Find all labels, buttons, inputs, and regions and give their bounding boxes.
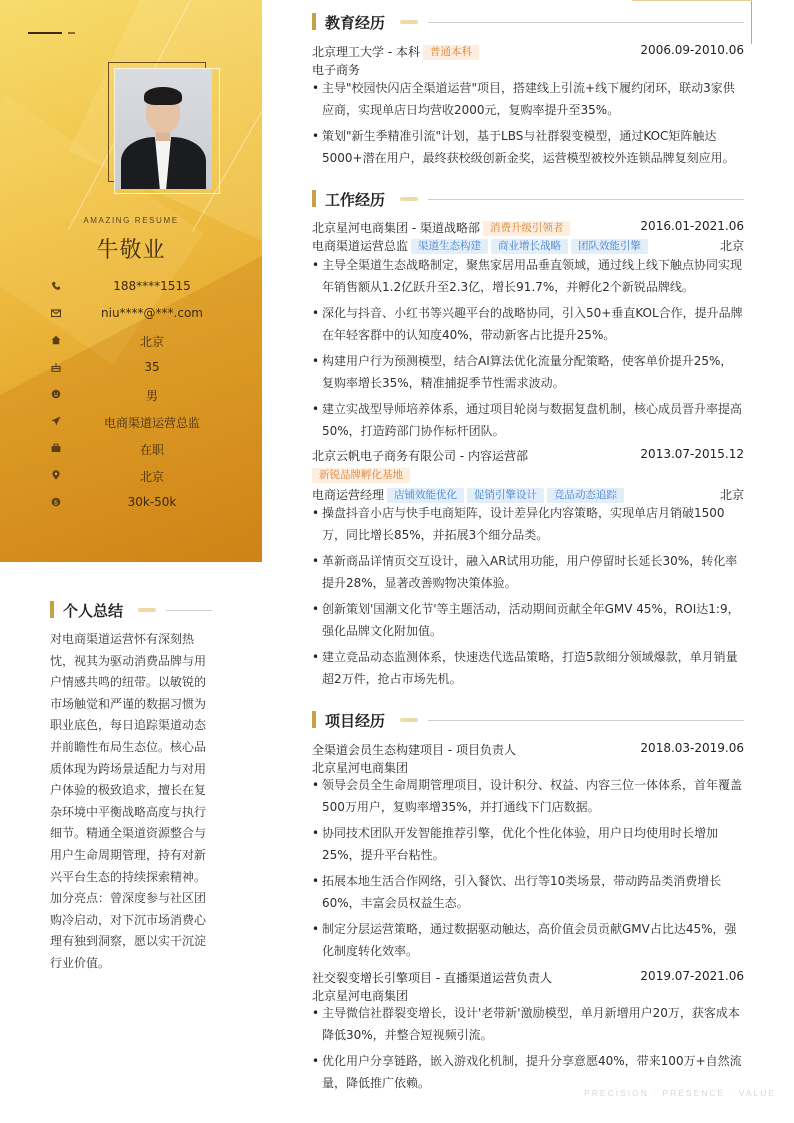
list-item: • 深化与抖音、小红书等兴趣平台的战略协同，引入50+垂直KOL合作，提升品牌在年轻客群中的认知度40%，带动新客占比提升25%。 <box>312 302 744 346</box>
salary-text: 30k-50k <box>127 495 177 509</box>
skill-tag: 竞品动态追踪 <box>547 488 624 503</box>
phone-text: 188****1515 <box>113 279 191 293</box>
heading-accent-bar <box>312 711 316 728</box>
job-role: 电商运营经理 <box>312 488 385 502</box>
list-item: • 创新策划'国潮文化节'等主题活动，活动期间贡献全年GMV 45%，ROI达1:9，强化品牌文化附加值。 <box>312 598 744 642</box>
candidate-name: 牛敬业 <box>96 238 166 263</box>
list-item: • 策划"新生季精准引流"计划，基于LBS与社群裂变模型，通过KOC矩阵触达5000+潜在用户，最终获校级创新金奖，运营模型被校外连锁品牌复刻应用。 <box>312 125 744 169</box>
work-title: 工作经历 <box>325 191 386 209</box>
list-item: • 优化用户分享链路，嵌入游戏化机制，提升分享意愿40%，带来100万+自然流量，降低推广依赖。 <box>312 1050 744 1094</box>
heading-pill <box>400 197 418 201</box>
job-date: 2013.07-2015.12 <box>640 447 744 461</box>
location-text: 北京 <box>139 470 164 484</box>
decor-bar <box>68 32 75 34</box>
education-heading <box>312 12 744 32</box>
project-name-line <box>312 740 744 757</box>
footer-watermark: PRECISION · PRESENCE · VALUE <box>584 1088 776 1098</box>
summary-heading <box>50 600 220 620</box>
heading-divider <box>166 610 212 611</box>
resume-tagline: AMAZING RESUME <box>83 216 179 225</box>
email-icon <box>50 308 62 320</box>
project-org-line <box>312 986 744 1003</box>
list-item: • 主导"校园快闪店全渠道运营"项目，搭建线上引流+线下履约闭环，联动3家供应商，实现单店日均营收2000元，复购率提升至35%。 <box>312 77 744 121</box>
skill-tag: 团队效能引擎 <box>571 239 648 254</box>
list-item: • 主导全渠道生态战略制定，聚焦家居用品垂直领域，通过线上线下触点协同实现年销售额从1.2亿跃升至2.3亿，增长91.7%，并孵化2个新锐品牌线。 <box>312 254 744 298</box>
list-item: • 制定分层运营策略，通过数据驱动触达，高价值会员贡献GMV占比达45%，强化制度转化效率。 <box>312 918 744 962</box>
job-company: 北京云帆电子商务有限公司 - 内容运营部 <box>312 449 528 463</box>
list-item: • 领导会员全生命周期管理项目，设计积分、权益、内容三位一体体系，首年覆盖500万用户，复购率增35%，并打通线下门店数据。 <box>312 774 744 818</box>
contact-info-list <box>44 276 238 519</box>
job-bullets <box>312 254 744 446</box>
education-date: 2006.09-2010.06 <box>640 43 744 57</box>
project-date: 2018.03-2019.06 <box>640 741 744 755</box>
education-major: 电子商务 <box>312 63 361 77</box>
projects-heading <box>312 710 744 730</box>
gender-text: 男 <box>145 389 158 403</box>
list-item: • 协同技术团队开发智能推荐引擎，优化个性化体验，用户日均使用时长增加25%，提升平台粘性。 <box>312 822 744 866</box>
skill-tag: 店铺效能优化 <box>387 488 464 503</box>
project-org-line <box>312 758 744 775</box>
info-email <box>44 303 238 330</box>
phone-icon <box>50 281 62 293</box>
job-role-line <box>312 236 744 253</box>
job-tag: 新锐品牌孵化基地 <box>312 468 410 483</box>
skill-tag: 商业增长战略 <box>491 239 568 254</box>
cake-icon <box>50 362 62 374</box>
info-age <box>44 357 238 384</box>
heading-divider <box>428 199 744 200</box>
corner-decoration <box>632 0 752 1</box>
education-title: 教育经历 <box>325 14 386 32</box>
job-role: 电商渠道运营总监 <box>312 239 409 253</box>
project-name: 社交裂变增长引擎项目 - 直播渠道运营负责人 <box>312 971 552 985</box>
project-name: 全渠道会员生态构建项目 - 项目负责人 <box>312 743 516 757</box>
heading-accent-bar <box>50 601 54 618</box>
info-location <box>44 465 238 492</box>
briefcase-icon <box>50 443 62 455</box>
job-city: 北京 <box>719 488 744 502</box>
project-org: 北京星河电商集团 <box>312 761 409 775</box>
job-company: 北京星河电商集团 - 渠道战略部 <box>312 221 480 235</box>
person-icon <box>50 389 62 401</box>
corner-decoration <box>751 0 752 44</box>
job-bullets <box>312 502 744 694</box>
home-icon <box>50 335 62 347</box>
project-name-line <box>312 968 744 985</box>
heading-pill <box>400 20 418 24</box>
info-hometown <box>44 330 238 357</box>
job-date: 2016.01-2021.06 <box>640 219 744 233</box>
list-item: • 建立实战型导师培养体系，通过项目轮岗与数据复盘机制，核心成员晋升率提高50%，打造跨部门协作标杆团队。 <box>312 398 744 442</box>
heading-pill <box>138 608 156 612</box>
job-tag-line <box>312 467 744 484</box>
info-status <box>44 438 238 465</box>
job-company-line <box>312 218 744 235</box>
email-text: niu****@***.com <box>101 306 203 320</box>
svg-text:$: $ <box>53 498 59 507</box>
list-item: • 拓展本地生活合作网络，引入餐饮、出行等10类场景，带动跨品类消费增长60%，丰富会员权益生态。 <box>312 870 744 914</box>
list-item: • 构建用户行为预测模型，结合AI算法优化流量分配策略，使客单价提升25%，复购率增长35%，精准捕捉季节性需求波动。 <box>312 350 744 394</box>
info-gender <box>44 384 238 411</box>
list-item: • 主导微信社群裂变增长，设计'老带新'激励模型，单月新增用户20万，获客成本降低30%，并整合短视频引流。 <box>312 1002 744 1046</box>
skill-tag: 渠道生态构建 <box>411 239 488 254</box>
job-tag: 消费升级引领者 <box>483 221 571 236</box>
project-bullets <box>312 1002 744 1098</box>
heading-divider <box>428 720 744 721</box>
age-text: 35 <box>144 360 160 374</box>
list-item: • 操盘抖音小店与快手电商矩阵，设计差异化内容策略，实现单店月销破1500万，同比增长85%，并拓展3个细分品类。 <box>312 502 744 546</box>
status-text: 在职 <box>139 443 164 457</box>
job-company-line <box>312 446 744 463</box>
target-role-text: 电商渠道运营总监 <box>103 416 200 430</box>
send-icon <box>50 416 62 428</box>
work-heading <box>312 189 744 209</box>
heading-accent-bar <box>312 13 316 30</box>
summary-title: 个人总结 <box>63 602 124 620</box>
decor-bar <box>28 32 62 34</box>
project-date: 2019.07-2021.06 <box>640 969 744 983</box>
list-item: • 革新商品详情页交互设计，融入AR试用功能，用户停留时长延长30%，转化率提升28%，显著改善购物决策体验。 <box>312 550 744 594</box>
job-role-line <box>312 485 744 502</box>
heading-divider <box>428 22 744 23</box>
project-bullets <box>312 774 744 966</box>
project-org: 北京星河电商集团 <box>312 989 409 1003</box>
education-major-line <box>312 60 744 77</box>
salary-icon <box>50 497 62 509</box>
avatar <box>115 69 212 189</box>
heading-accent-bar <box>312 190 316 207</box>
info-salary <box>44 492 238 519</box>
location-icon <box>50 470 62 482</box>
projects-title: 项目经历 <box>325 712 386 730</box>
education-bullets <box>312 77 744 173</box>
hometown-text: 北京 <box>139 335 164 349</box>
info-phone <box>44 276 238 303</box>
skill-tag: 促销引擎设计 <box>467 488 544 503</box>
summary-text: 对电商渠道运营怀有深刻热忱，视其为驱动消费品牌与用户情感共鸣的纽带。以敏锐的市场触觉和严谨的数据习惯为职业底色，每日追踪渠道动态并前瞻性布局生态位。核心品质体现为跨场景适配力与对用户体验的极致追求，擅长在复杂环境中平衡战略高度与执行细节。精通全渠道资源整合与用户生命周期管理，持有对新兴平台生态的持续探索精神。加分亮点：曾深度参与社区团购冷启动，对下沉市场消费心理有独到洞察，愿以实干沉淀行业价值。 <box>50 632 207 970</box>
profile-panel <box>0 0 262 562</box>
job-city: 北京 <box>719 239 744 253</box>
school-line: 北京理工大学 - 本科 <box>312 45 420 59</box>
education-entry <box>312 42 744 59</box>
heading-pill <box>400 718 418 722</box>
info-target-role <box>44 411 238 438</box>
list-item: • 建立竞品动态监测体系，快速迭代选品策略，打造5款细分领域爆款，单月销量超2万件，抢占市场先机。 <box>312 646 744 690</box>
degree-tag: 普通本科 <box>423 45 479 60</box>
